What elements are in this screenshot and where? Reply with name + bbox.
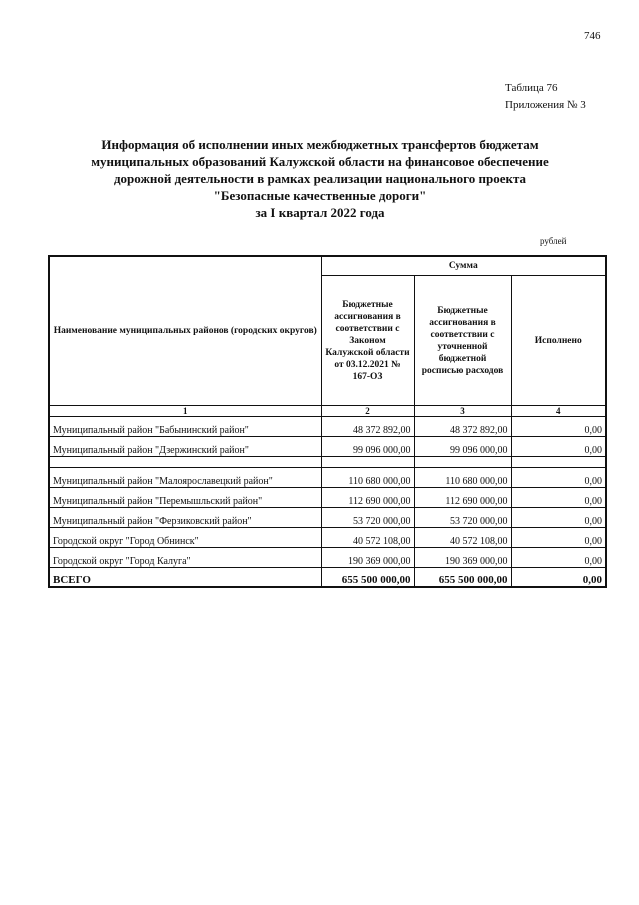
row-done: 0,00 [511, 437, 606, 457]
table-row [49, 528, 606, 548]
header-law: Бюджетные ассигнования в соответствии с Законом Калужской области от 03.12.2021 № 167-ОЗ [321, 276, 414, 406]
title-line: Информация об исполнении иных межбюджетных трансфертов бюджетам [101, 137, 539, 152]
row-name: Муниципальный район "Ферзиковский район" [49, 508, 321, 528]
spacer-cell [49, 457, 321, 468]
table-row [49, 508, 606, 528]
table-number: Таблица 76 [505, 82, 558, 94]
header-row-top [49, 256, 606, 276]
header-refined: Бюджетные ассигнования в соответствии с уточненной бюджетной росписью расходов [414, 276, 511, 406]
row-done: 0,00 [511, 508, 606, 528]
title-line: за I квартал 2022 года [255, 205, 385, 220]
column-number: 4 [511, 406, 606, 417]
row-name: Муниципальный район "Малоярославецкий район" [49, 468, 321, 488]
row-refined: 110 680 000,00 [414, 468, 511, 488]
header-done: Исполнено [511, 276, 606, 406]
column-number: 2 [321, 406, 414, 417]
spacer-cell [321, 457, 414, 468]
document-title [30, 136, 610, 221]
row-done: 0,00 [511, 488, 606, 508]
row-name: Муниципальный район "Перемышльский район" [49, 488, 321, 508]
row-law: 190 369 000,00 [321, 548, 414, 568]
total-law: 655 500 000,00 [321, 568, 414, 588]
row-law: 112 690 000,00 [321, 488, 414, 508]
spacer-row [49, 457, 606, 468]
table-row [49, 468, 606, 488]
total-done: 0,00 [511, 568, 606, 588]
title-line: муниципальных образований Калужской области на финансовое обеспечение [91, 154, 549, 169]
row-refined: 48 372 892,00 [414, 417, 511, 437]
table-row [49, 548, 606, 568]
row-refined: 190 369 000,00 [414, 548, 511, 568]
row-law: 48 372 892,00 [321, 417, 414, 437]
row-law: 53 720 000,00 [321, 508, 414, 528]
table-row [49, 488, 606, 508]
spacer-cell [511, 457, 606, 468]
row-name: Муниципальный район "Бабынинский район" [49, 417, 321, 437]
row-done: 0,00 [511, 468, 606, 488]
row-done: 0,00 [511, 417, 606, 437]
row-law: 40 572 108,00 [321, 528, 414, 548]
row-name: Городской округ "Город Обнинск" [49, 528, 321, 548]
row-law: 99 096 000,00 [321, 437, 414, 457]
title-line: дорожной деятельности в рамках реализации национального проекта [113, 171, 527, 186]
spacer-cell [414, 457, 511, 468]
row-refined: 112 690 000,00 [414, 488, 511, 508]
appendix-number: Приложения № 3 [505, 99, 586, 111]
total-name: ВСЕГО [49, 568, 321, 588]
title-line: "Безопасные качественные дороги" [213, 188, 427, 203]
row-refined: 53 720 000,00 [414, 508, 511, 528]
total-row [49, 568, 606, 588]
table-row [49, 437, 606, 457]
column-number: 3 [414, 406, 511, 417]
row-name: Муниципальный район "Дзержинский район" [49, 437, 321, 457]
row-refined: 99 096 000,00 [414, 437, 511, 457]
table-reference [505, 80, 586, 114]
total-refined: 655 500 000,00 [414, 568, 511, 588]
row-done: 0,00 [511, 548, 606, 568]
row-done: 0,00 [511, 528, 606, 548]
column-number-row [49, 406, 606, 417]
header-sum: Сумма [321, 256, 606, 276]
unit-label: рублей [540, 236, 567, 246]
row-refined: 40 572 108,00 [414, 528, 511, 548]
column-number: 1 [49, 406, 321, 417]
page-number: 746 [584, 30, 601, 42]
transfers-table [48, 255, 607, 588]
row-law: 110 680 000,00 [321, 468, 414, 488]
header-name: Наименование муниципальных районов (городских округов) [49, 256, 321, 406]
table-row [49, 417, 606, 437]
row-name: Городской округ "Город Калуга" [49, 548, 321, 568]
